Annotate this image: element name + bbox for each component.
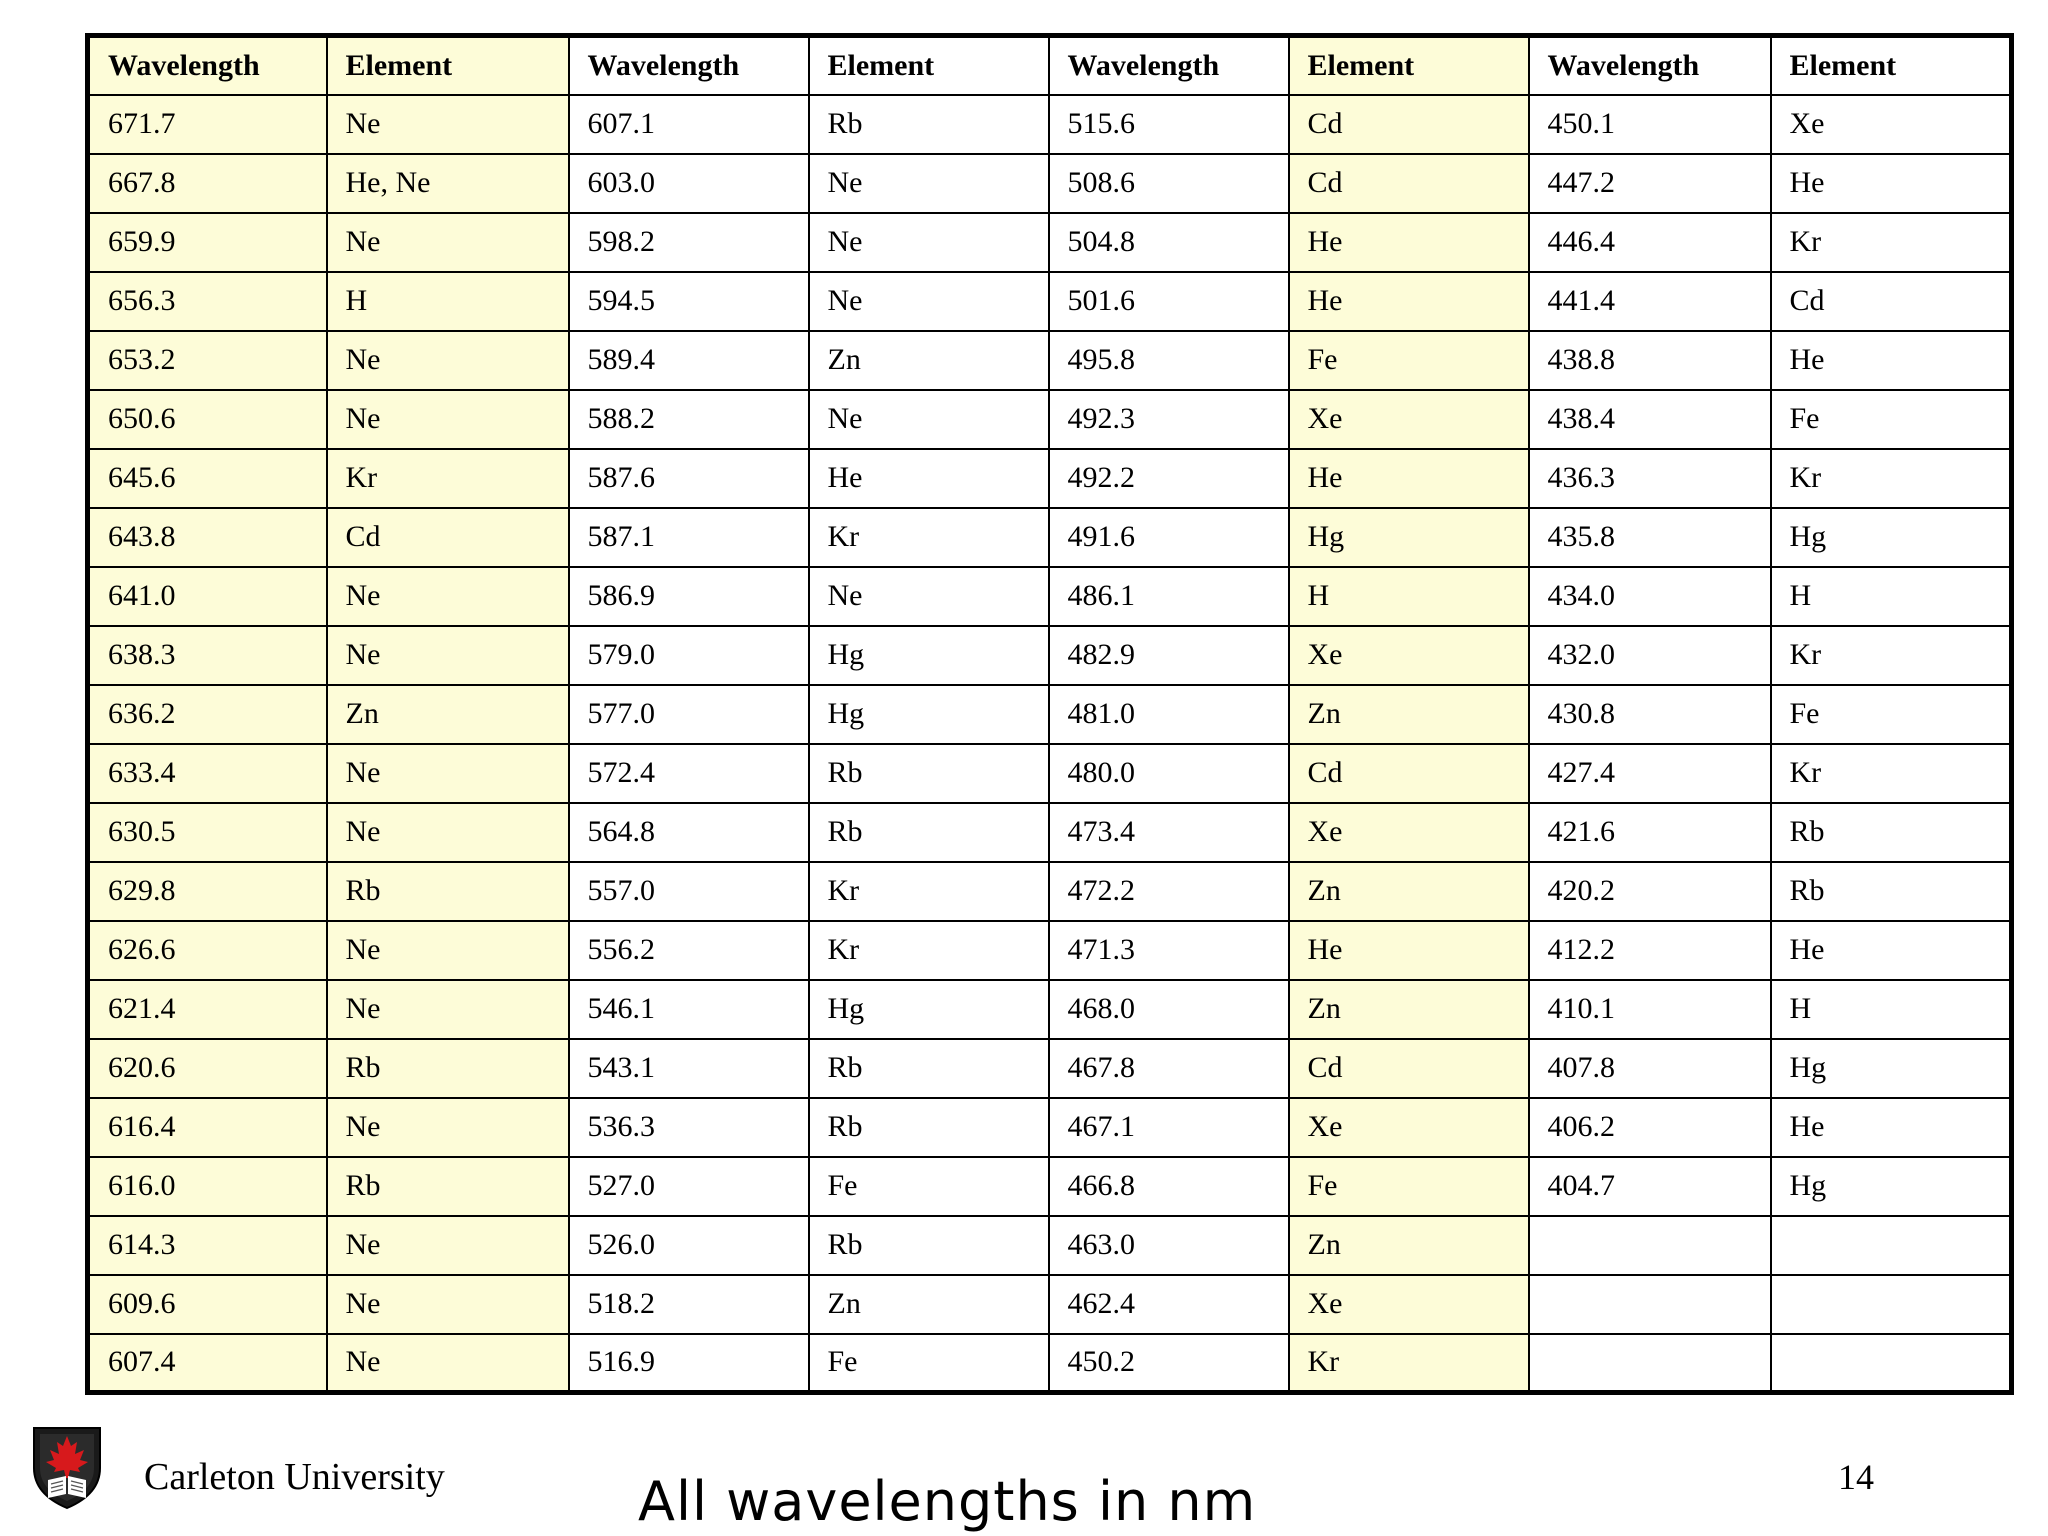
column-header: Element bbox=[1289, 36, 1529, 95]
wavelength-cell: 404.7 bbox=[1529, 1157, 1771, 1216]
element-cell: Rb bbox=[809, 95, 1049, 154]
element-cell: Hg bbox=[1771, 508, 2012, 567]
column-header: Element bbox=[1771, 36, 2012, 95]
wavelength-cell: 412.2 bbox=[1529, 921, 1771, 980]
element-cell: Hg bbox=[1771, 1039, 2012, 1098]
element-cell: H bbox=[1289, 567, 1529, 626]
wavelength-cell: 589.4 bbox=[569, 331, 809, 390]
element-cell: Ne bbox=[809, 154, 1049, 213]
table-row bbox=[88, 567, 2012, 626]
element-cell: Xe bbox=[1289, 1275, 1529, 1334]
column-header: Element bbox=[327, 36, 569, 95]
wavelength-cell: 463.0 bbox=[1049, 1216, 1289, 1275]
wavelength-cell: 450.2 bbox=[1049, 1334, 1289, 1393]
table-row bbox=[88, 508, 2012, 567]
wavelength-cell: 420.2 bbox=[1529, 862, 1771, 921]
wavelength-cell: 616.4 bbox=[88, 1098, 327, 1157]
wavelength-cell: 587.6 bbox=[569, 449, 809, 508]
table-row bbox=[88, 803, 2012, 862]
wavelength-cell: 516.9 bbox=[569, 1334, 809, 1393]
element-cell: Cd bbox=[1289, 744, 1529, 803]
wavelength-cell: 467.8 bbox=[1049, 1039, 1289, 1098]
wavelength-cell: 653.2 bbox=[88, 331, 327, 390]
wavelength-cell: 626.6 bbox=[88, 921, 327, 980]
wavelength-cell: 432.0 bbox=[1529, 626, 1771, 685]
wavelength-cell: 450.1 bbox=[1529, 95, 1771, 154]
element-cell: Fe bbox=[1289, 331, 1529, 390]
wavelength-cell: 466.8 bbox=[1049, 1157, 1289, 1216]
element-cell: Ne bbox=[809, 390, 1049, 449]
column-header: Element bbox=[809, 36, 1049, 95]
element-cell: Kr bbox=[809, 921, 1049, 980]
table-row bbox=[88, 862, 2012, 921]
wavelength-cell: 609.6 bbox=[88, 1275, 327, 1334]
wavelength-cell: 638.3 bbox=[88, 626, 327, 685]
carleton-shield-icon bbox=[30, 1424, 104, 1510]
element-cell: Ne bbox=[327, 1334, 569, 1393]
element-cell: Ne bbox=[809, 567, 1049, 626]
wavelength-cell: 633.4 bbox=[88, 744, 327, 803]
element-cell: Hg bbox=[809, 980, 1049, 1039]
table-row bbox=[88, 272, 2012, 331]
element-cell bbox=[1771, 1334, 2012, 1393]
element-cell: Rb bbox=[809, 744, 1049, 803]
wavelength-cell: 586.9 bbox=[569, 567, 809, 626]
wavelength-cell: 650.6 bbox=[88, 390, 327, 449]
wavelength-cell: 491.6 bbox=[1049, 508, 1289, 567]
table-row bbox=[88, 1216, 2012, 1275]
wavelength-cell: 636.2 bbox=[88, 685, 327, 744]
wavelength-cell: 407.8 bbox=[1529, 1039, 1771, 1098]
element-cell: Zn bbox=[809, 331, 1049, 390]
element-cell: Xe bbox=[1289, 1098, 1529, 1157]
element-cell: Hg bbox=[809, 626, 1049, 685]
element-cell: Cd bbox=[1771, 272, 2012, 331]
wavelength-cell: 436.3 bbox=[1529, 449, 1771, 508]
wavelength-cell: 536.3 bbox=[569, 1098, 809, 1157]
table-row bbox=[88, 1334, 2012, 1393]
units-caption: All wavelengths in nm bbox=[638, 1470, 1257, 1533]
wavelength-cell: 620.6 bbox=[88, 1039, 327, 1098]
wavelength-cell: 572.4 bbox=[569, 744, 809, 803]
wavelength-cell: 671.7 bbox=[88, 95, 327, 154]
wavelength-cell: 438.8 bbox=[1529, 331, 1771, 390]
wavelength-cell: 495.8 bbox=[1049, 331, 1289, 390]
element-cell bbox=[1771, 1216, 2012, 1275]
wavelength-cell: 468.0 bbox=[1049, 980, 1289, 1039]
element-cell: Kr bbox=[1289, 1334, 1529, 1393]
wavelength-cell: 546.1 bbox=[569, 980, 809, 1039]
wavelength-cell: 621.4 bbox=[88, 980, 327, 1039]
element-cell: Rb bbox=[809, 1039, 1049, 1098]
wavelength-cell: 659.9 bbox=[88, 213, 327, 272]
wavelength-cell: 656.3 bbox=[88, 272, 327, 331]
element-cell: Ne bbox=[327, 390, 569, 449]
table-row bbox=[88, 449, 2012, 508]
footer-university-name: Carleton University bbox=[144, 1456, 445, 1498]
wavelength-cell: 564.8 bbox=[569, 803, 809, 862]
element-cell: Zn bbox=[1289, 980, 1529, 1039]
element-cell: Kr bbox=[809, 508, 1049, 567]
wavelength-cell: 462.4 bbox=[1049, 1275, 1289, 1334]
element-cell: Hg bbox=[1289, 508, 1529, 567]
wavelength-cell: 557.0 bbox=[569, 862, 809, 921]
wavelength-cell: 607.4 bbox=[88, 1334, 327, 1393]
page-number: 14 bbox=[1838, 1457, 1874, 1497]
wavelength-cell bbox=[1529, 1275, 1771, 1334]
element-cell: He bbox=[1289, 213, 1529, 272]
element-cell: Fe bbox=[809, 1334, 1049, 1393]
wavelength-cell: 473.4 bbox=[1049, 803, 1289, 862]
element-cell: He bbox=[1289, 921, 1529, 980]
element-cell: Hg bbox=[809, 685, 1049, 744]
wavelength-cell: 447.2 bbox=[1529, 154, 1771, 213]
element-cell: Rb bbox=[1771, 862, 2012, 921]
wavelength-cell: 467.1 bbox=[1049, 1098, 1289, 1157]
wavelength-cell: 518.2 bbox=[569, 1275, 809, 1334]
table-row bbox=[88, 980, 2012, 1039]
element-cell: Rb bbox=[809, 1216, 1049, 1275]
table-row bbox=[88, 95, 2012, 154]
element-cell: Xe bbox=[1771, 95, 2012, 154]
element-cell: Kr bbox=[1771, 626, 2012, 685]
element-cell: Rb bbox=[809, 803, 1049, 862]
wavelength-cell: 598.2 bbox=[569, 213, 809, 272]
element-cell: Cd bbox=[327, 508, 569, 567]
element-cell: Kr bbox=[1771, 744, 2012, 803]
element-cell: Kr bbox=[327, 449, 569, 508]
wavelength-cell bbox=[1529, 1216, 1771, 1275]
wavelength-cell: 614.3 bbox=[88, 1216, 327, 1275]
element-cell: He bbox=[1771, 154, 2012, 213]
wavelength-cell: 643.8 bbox=[88, 508, 327, 567]
element-cell: He bbox=[1771, 1098, 2012, 1157]
element-cell: He, Ne bbox=[327, 154, 569, 213]
element-cell: Fe bbox=[1771, 685, 2012, 744]
element-cell: Ne bbox=[327, 213, 569, 272]
element-cell: Xe bbox=[1289, 803, 1529, 862]
element-cell: Fe bbox=[1289, 1157, 1529, 1216]
table-row bbox=[88, 1275, 2012, 1334]
column-header: Wavelength bbox=[1529, 36, 1771, 95]
element-cell: H bbox=[327, 272, 569, 331]
wavelength-cell: 607.1 bbox=[569, 95, 809, 154]
wavelength-cell: 501.6 bbox=[1049, 272, 1289, 331]
wavelength-table bbox=[85, 33, 2014, 1395]
element-cell: Kr bbox=[809, 862, 1049, 921]
wavelength-cell: 594.5 bbox=[569, 272, 809, 331]
element-cell: Xe bbox=[1289, 390, 1529, 449]
element-cell: He bbox=[1771, 331, 2012, 390]
table-row bbox=[88, 1039, 2012, 1098]
wavelength-cell: 630.5 bbox=[88, 803, 327, 862]
wavelength-cell: 410.1 bbox=[1529, 980, 1771, 1039]
wavelength-cell: 645.6 bbox=[88, 449, 327, 508]
wavelength-cell: 421.6 bbox=[1529, 803, 1771, 862]
wavelength-cell: 504.8 bbox=[1049, 213, 1289, 272]
element-cell: Zn bbox=[809, 1275, 1049, 1334]
element-cell: Zn bbox=[1289, 1216, 1529, 1275]
header-row bbox=[88, 36, 2012, 95]
wavelength-cell: 527.0 bbox=[569, 1157, 809, 1216]
wavelength-cell: 471.3 bbox=[1049, 921, 1289, 980]
element-cell: Ne bbox=[327, 626, 569, 685]
element-cell: Kr bbox=[1771, 449, 2012, 508]
wavelength-cell: 472.2 bbox=[1049, 862, 1289, 921]
wavelength-cell: 435.8 bbox=[1529, 508, 1771, 567]
wavelength-cell: 441.4 bbox=[1529, 272, 1771, 331]
element-cell: Cd bbox=[1289, 154, 1529, 213]
element-cell: Ne bbox=[327, 1275, 569, 1334]
wavelength-cell: 543.1 bbox=[569, 1039, 809, 1098]
table-row bbox=[88, 213, 2012, 272]
wavelength-cell: 629.8 bbox=[88, 862, 327, 921]
table-row bbox=[88, 1098, 2012, 1157]
wavelength-cell: 406.2 bbox=[1529, 1098, 1771, 1157]
table-row bbox=[88, 921, 2012, 980]
wavelength-cell: 438.4 bbox=[1529, 390, 1771, 449]
element-cell: Fe bbox=[809, 1157, 1049, 1216]
wavelength-cell: 526.0 bbox=[569, 1216, 809, 1275]
column-header: Wavelength bbox=[1049, 36, 1289, 95]
element-cell: Rb bbox=[327, 862, 569, 921]
element-cell: Rb bbox=[327, 1157, 569, 1216]
wavelength-cell: 427.4 bbox=[1529, 744, 1771, 803]
column-header: Wavelength bbox=[569, 36, 809, 95]
table-row bbox=[88, 744, 2012, 803]
element-cell: H bbox=[1771, 567, 2012, 626]
table-row bbox=[88, 390, 2012, 449]
wavelength-cell: 579.0 bbox=[569, 626, 809, 685]
element-cell: Cd bbox=[1289, 95, 1529, 154]
element-cell: Rb bbox=[1771, 803, 2012, 862]
wavelength-cell: 508.6 bbox=[1049, 154, 1289, 213]
element-cell: Rb bbox=[327, 1039, 569, 1098]
element-cell: Ne bbox=[809, 272, 1049, 331]
element-cell: Kr bbox=[1771, 213, 2012, 272]
element-cell: Hg bbox=[1771, 1157, 2012, 1216]
wavelength-cell: 603.0 bbox=[569, 154, 809, 213]
element-cell: Ne bbox=[327, 1216, 569, 1275]
table-row bbox=[88, 1157, 2012, 1216]
wavelength-cell: 616.0 bbox=[88, 1157, 327, 1216]
column-header: Wavelength bbox=[88, 36, 327, 95]
element-cell: He bbox=[1289, 449, 1529, 508]
wavelength-cell bbox=[1529, 1334, 1771, 1393]
element-cell: Ne bbox=[327, 803, 569, 862]
element-cell: Xe bbox=[1289, 626, 1529, 685]
wavelength-cell: 430.8 bbox=[1529, 685, 1771, 744]
element-cell: He bbox=[1289, 272, 1529, 331]
element-cell: Zn bbox=[1289, 685, 1529, 744]
table-row bbox=[88, 154, 2012, 213]
wavelength-cell: 492.2 bbox=[1049, 449, 1289, 508]
wavelength-cell: 556.2 bbox=[569, 921, 809, 980]
element-cell: Ne bbox=[809, 213, 1049, 272]
element-cell: Ne bbox=[327, 1098, 569, 1157]
element-cell: He bbox=[1771, 921, 2012, 980]
element-cell: Ne bbox=[327, 95, 569, 154]
wavelength-cell: 481.0 bbox=[1049, 685, 1289, 744]
table-row bbox=[88, 685, 2012, 744]
wavelength-cell: 577.0 bbox=[569, 685, 809, 744]
wavelength-cell: 641.0 bbox=[88, 567, 327, 626]
element-cell: Ne bbox=[327, 744, 569, 803]
element-cell: Ne bbox=[327, 921, 569, 980]
element-cell: He bbox=[809, 449, 1049, 508]
element-cell: Ne bbox=[327, 331, 569, 390]
wavelength-cell: 480.0 bbox=[1049, 744, 1289, 803]
element-cell: Ne bbox=[327, 567, 569, 626]
table-body bbox=[88, 95, 2012, 1393]
wavelength-cell: 482.9 bbox=[1049, 626, 1289, 685]
table-header bbox=[88, 36, 2012, 95]
wavelength-cell: 492.3 bbox=[1049, 390, 1289, 449]
element-cell bbox=[1771, 1275, 2012, 1334]
element-cell: H bbox=[1771, 980, 2012, 1039]
element-cell: Cd bbox=[1289, 1039, 1529, 1098]
element-cell: Fe bbox=[1771, 390, 2012, 449]
wavelength-cell: 667.8 bbox=[88, 154, 327, 213]
element-cell: Ne bbox=[327, 980, 569, 1039]
wavelength-cell: 587.1 bbox=[569, 508, 809, 567]
wavelength-cell: 446.4 bbox=[1529, 213, 1771, 272]
element-cell: Zn bbox=[1289, 862, 1529, 921]
wavelength-cell: 434.0 bbox=[1529, 567, 1771, 626]
table-row bbox=[88, 331, 2012, 390]
table-row bbox=[88, 626, 2012, 685]
element-cell: Rb bbox=[809, 1098, 1049, 1157]
element-cell: Zn bbox=[327, 685, 569, 744]
wavelength-cell: 486.1 bbox=[1049, 567, 1289, 626]
wavelength-cell: 588.2 bbox=[569, 390, 809, 449]
wavelength-cell: 515.6 bbox=[1049, 95, 1289, 154]
